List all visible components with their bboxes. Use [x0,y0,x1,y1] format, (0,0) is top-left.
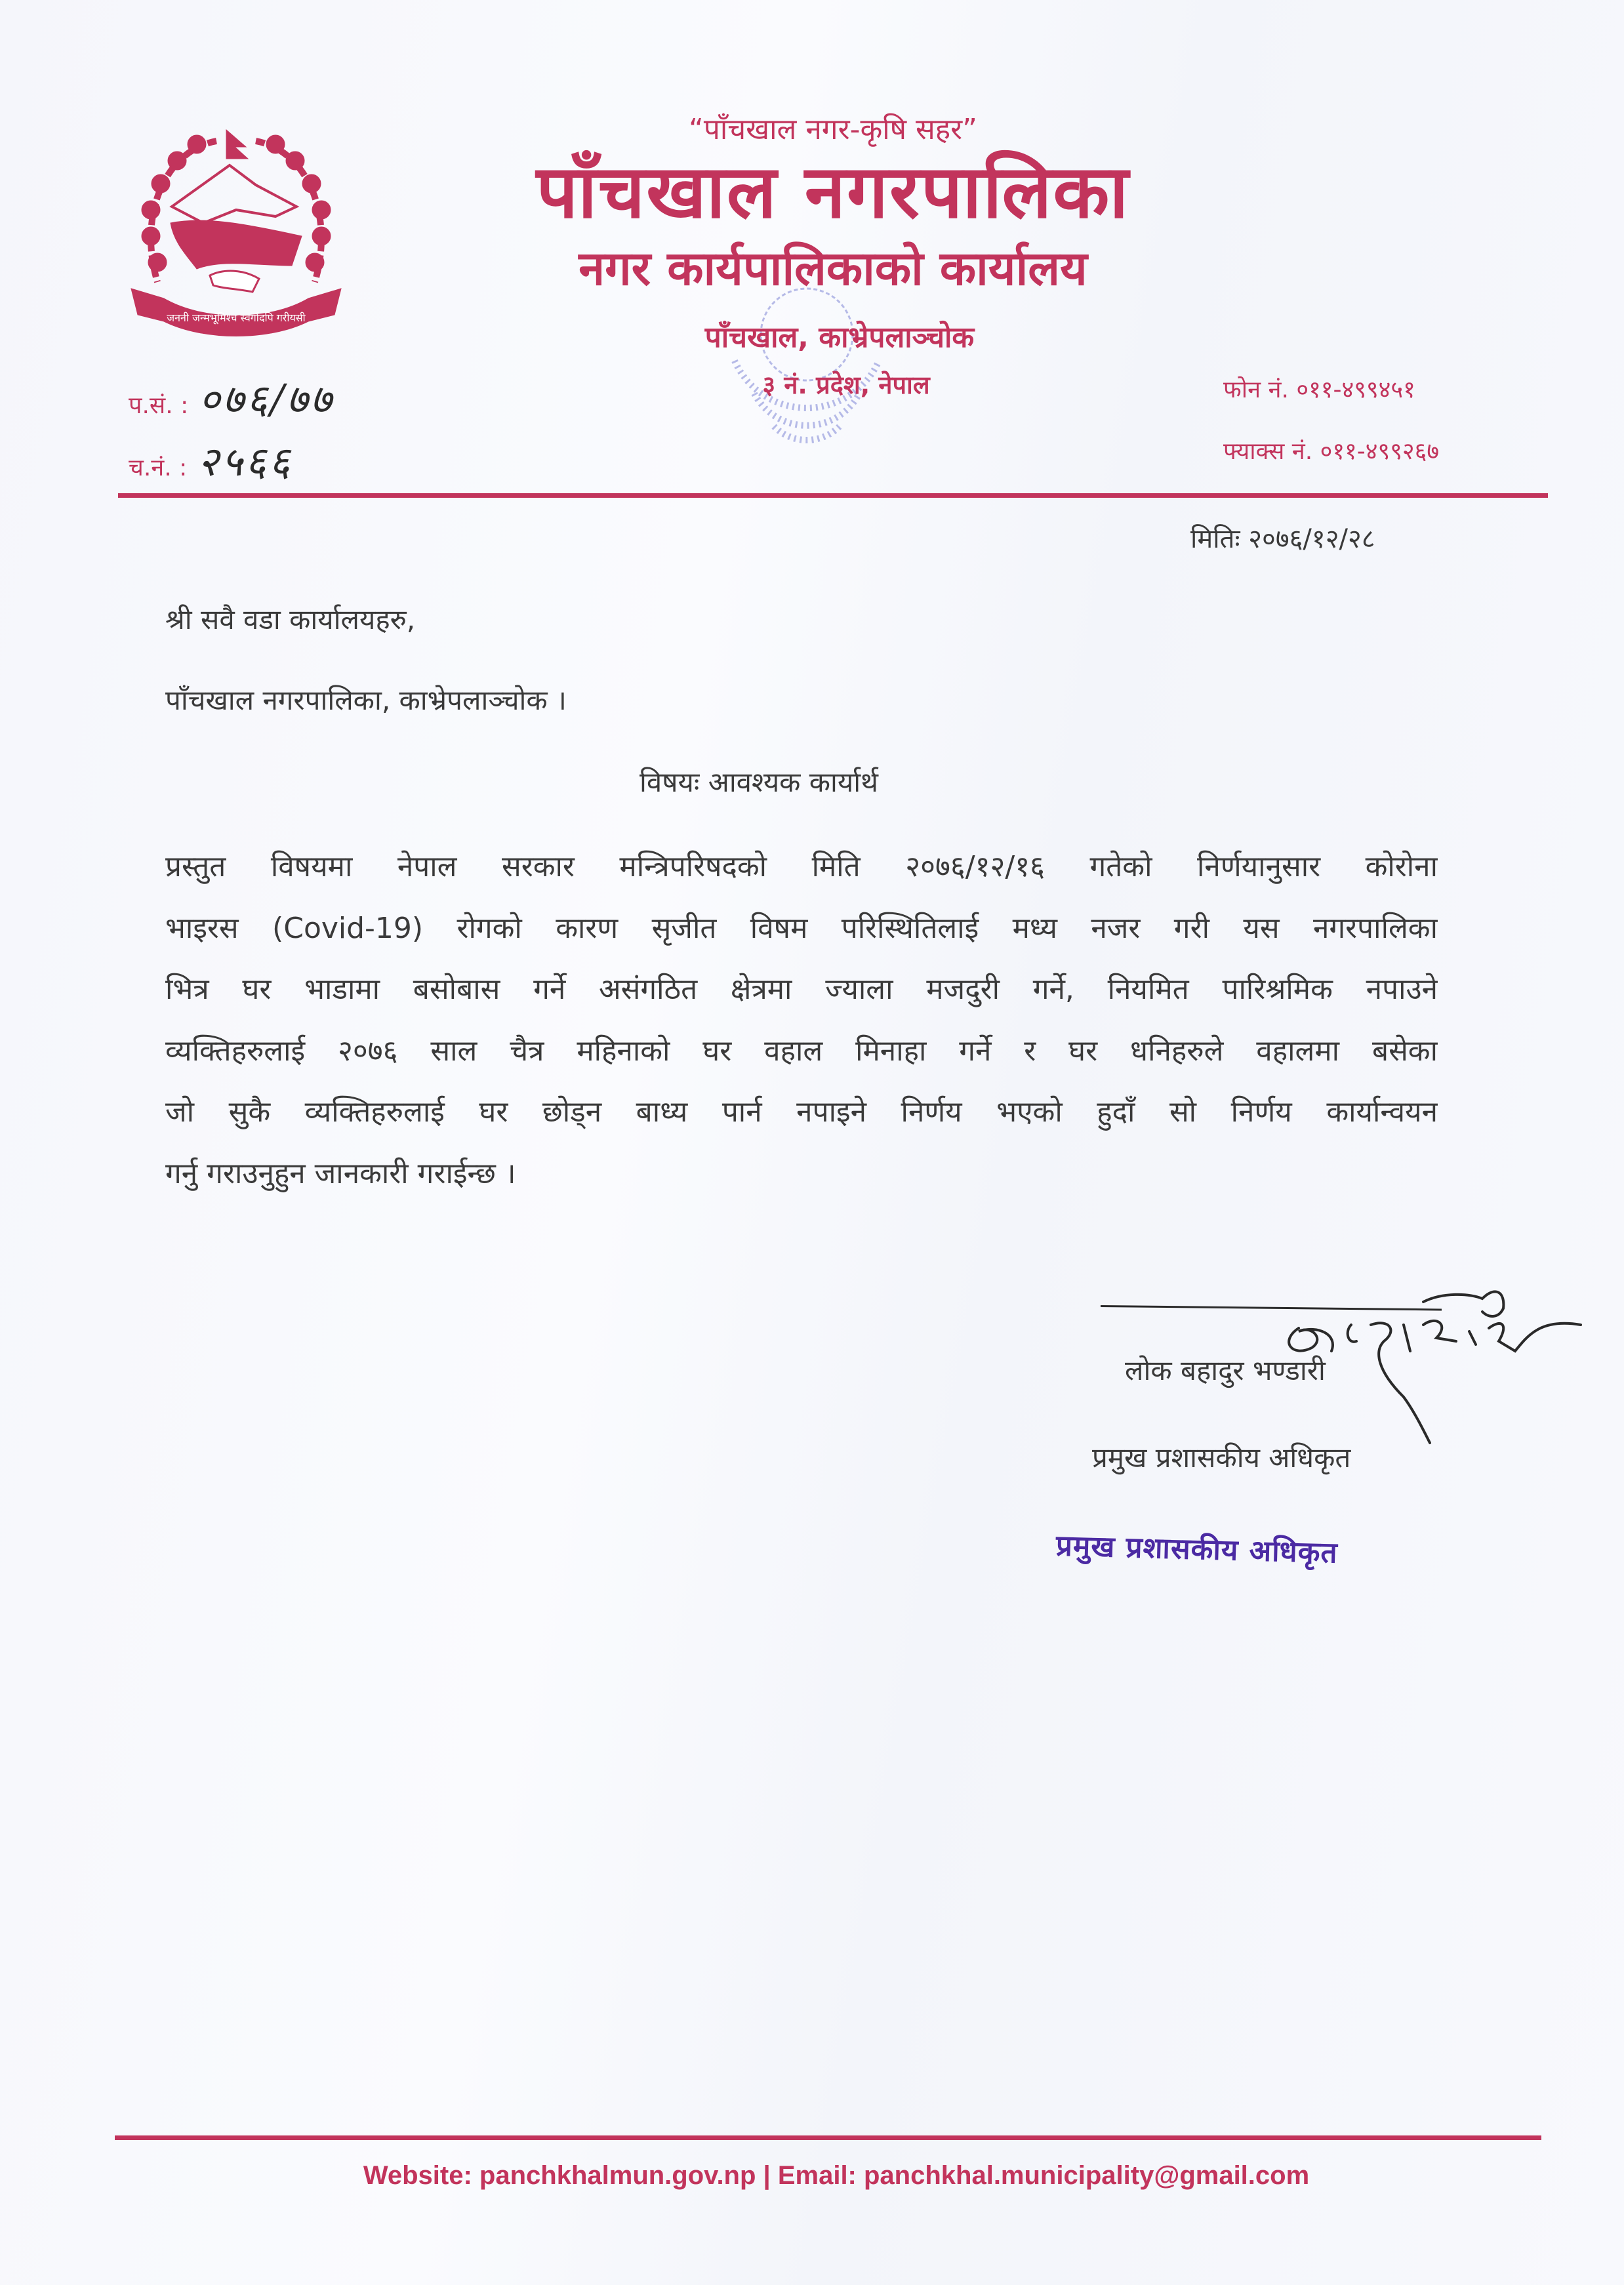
footer-divider [115,2135,1541,2140]
cn-value: २५६६ [197,437,293,485]
ps-value: ०७६/७७ [199,375,335,423]
header-divider [118,493,1548,498]
designation-stamp: प्रमुख प्रशासकीय अधिकृत [1055,1529,1339,1570]
emblem-motto: जननी जन्मभूमिश्च स्वर्गादपि गरीयसी [167,312,306,324]
handwritten-date: २०७६/१२/२८ [1272,1279,1276,1280]
letter-body [165,836,1438,1204]
body-line: भाइरस (Covid-19) रोगको कारण सृजीत विषम परिस्थितिलाई मध्य नजर गरी यस नगरपालिका [165,911,1438,945]
office-name: नगर कार्यपालिकाको कार्यालय [579,241,1087,296]
letter-date: मितिः २०७६/१२/२८ [1190,524,1375,554]
signer-name: लोक बहादुर भण्डारी [1125,1354,1326,1386]
letter-subject: विषयः आवश्यक कार्यार्थ [639,766,879,798]
ps-label: प.सं. : [129,392,189,419]
municipality-slogan: “पाँचखाल नगर-कृषि सहर” [689,113,977,146]
body-line: भित्र घर भाडामा बसोबास गर्ने असंगठित क्षेत्रमा ज्याला मजदुरी गर्ने, नियमित पारिश्रमिक नपाउने [165,973,1438,1006]
footer-contact: Website: panchkhalmun.gov.np | Email: panchkhal.municipality@gmail.com [363,2161,1310,2190]
cn-label: च.नं. : [129,455,188,481]
ps-reference [129,371,334,426]
nepal-emblem-icon [125,125,348,354]
addressee-line-2: पाँचखाल नगरपालिका, काभ्रेपलाञ्चोक । [165,684,567,716]
province-address: ३ नं. प्रदेश, नेपाल [762,371,930,399]
addressee-line-1: श्री सवै वडा कार्यालयहरु, [165,603,416,636]
cn-reference [129,433,293,488]
signer-title: प्रमुख प्रशासकीय अधिकृत [1092,1442,1351,1474]
body-line: व्यक्तिहरुलाई २०७६ साल चैत्र महिनाको घर वहाल मिनाहा गर्ने र घर धनिहरुले वहालमा बसेका [165,1034,1438,1068]
fax-number: फ्याक्स नं. ०११-४९९२६७ [1223,438,1440,465]
body-line: गर्नु गराउनुहुन जानकारी गराईन्छ । [165,1156,516,1190]
body-line: जो सुकै व्यक्तिहरुलाई घर छोड्न बाध्य पार्न नपाइने निर्णय भएको हुदाँ सो निर्णय कार्यान्वयन [165,1095,1438,1129]
office-address: पाँचखाल, काभ्रेपलाञ्चोक [704,321,975,354]
municipality-name: पाँचखाल नगरपालिका [536,150,1130,235]
body-line: प्रस्तुत विषयमा नेपाल सरकार मन्त्रिपरिषदको मिति २०७६/१२/१६ गतेको निर्णयानुसार कोरोना [165,850,1438,883]
phone-number: फोन नं. ०११-४९९४५१ [1223,376,1415,403]
